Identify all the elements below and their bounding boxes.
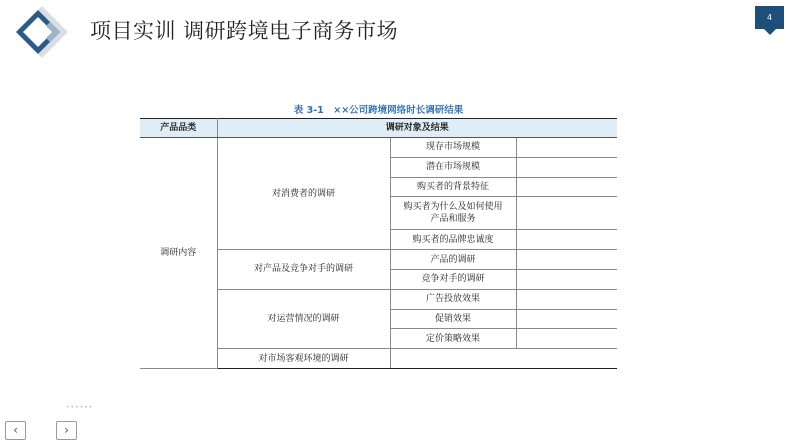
item-cell: 促销效果 [390,309,516,329]
progress-dots: •••••• [66,404,94,411]
diamond-logo-icon [10,4,80,60]
result-cell[interactable] [390,349,617,369]
prev-slide-button[interactable] [5,421,26,440]
table-row [140,138,617,158]
group-operations: 对运营情况的调研 [217,289,390,348]
group-product-competitor: 对产品及竞争对手的调研 [217,250,390,290]
next-slide-button[interactable] [56,421,77,440]
result-cell[interactable] [516,250,617,270]
result-cell[interactable] [516,329,617,349]
item-cell: 现存市场规模 [390,138,516,158]
item-cell: 定价策略效果 [390,329,516,349]
result-cell[interactable] [516,230,617,250]
page-number-badge: 4 [755,6,784,29]
result-cell[interactable] [516,138,617,158]
category-cell: 调研内容 [140,138,217,369]
research-table [140,118,617,369]
result-cell[interactable] [516,197,617,230]
item-cell: 购买者的品牌忠诚度 [390,230,516,250]
item-cell: 广告投放效果 [390,289,516,309]
item-cell: 产品的调研 [390,250,516,270]
result-cell[interactable] [516,157,617,177]
item-cell: 购买者的背景特征 [390,177,516,197]
group-market-environment: 对市场客观环境的调研 [217,349,390,369]
header-category: 产品品类 [140,119,217,138]
chevron-right-icon: › [64,423,69,437]
result-cell[interactable] [516,177,617,197]
chevron-left-icon: ‹ [13,423,18,437]
result-cell[interactable] [516,309,617,329]
result-cell[interactable] [516,269,617,289]
logo [10,4,80,60]
table-header-row [140,119,617,138]
item-cell: 购买者为什么及如何使用产品和服务 [390,197,516,230]
item-cell: 竞争对手的调研 [390,269,516,289]
group-consumer: 对消费者的调研 [217,138,390,250]
header-research-object: 调研对象及结果 [217,119,617,138]
table-caption: 表 3-1 ××公司跨境网络时长调研结果 [293,105,464,116]
result-cell[interactable] [516,289,617,309]
slide-title: 项目实训 调研跨境电子商务市场 [90,19,399,43]
item-cell: 潜在市场规模 [390,157,516,177]
